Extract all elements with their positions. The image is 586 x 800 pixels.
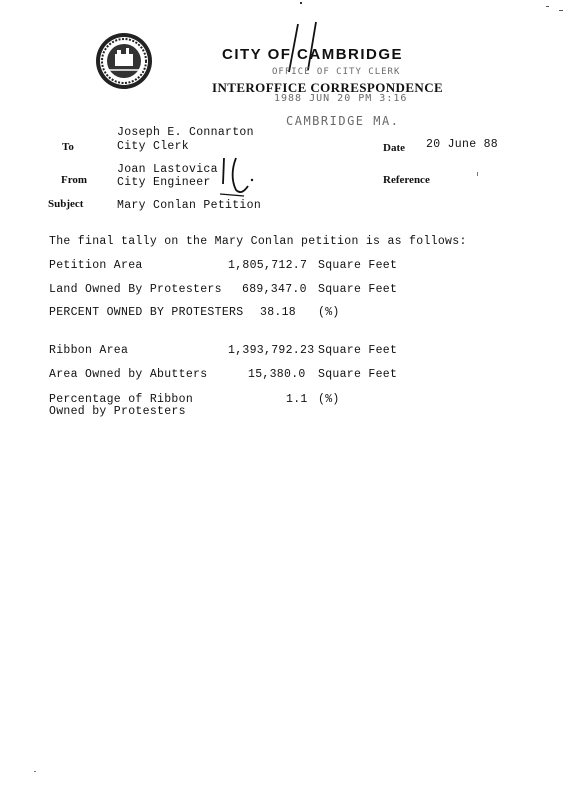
scan-speck bbox=[477, 172, 478, 176]
scan-speck bbox=[34, 771, 36, 772]
from-name: Joan Lastovica bbox=[117, 163, 218, 176]
page-title: CITY OF CAMBRIDGE bbox=[222, 46, 404, 63]
to-name: Joseph E. Connarton bbox=[117, 126, 254, 139]
scan-speck bbox=[559, 10, 563, 11]
row-label: PERCENT OWNED BY PROTESTERS bbox=[49, 306, 244, 319]
city-seal bbox=[95, 32, 153, 90]
row-label: Area Owned by Abutters bbox=[49, 368, 208, 381]
reference-label: Reference bbox=[383, 174, 430, 186]
to-title: City Clerk bbox=[117, 140, 190, 153]
scan-speck bbox=[546, 6, 549, 7]
row-value: 1,393,792.23 bbox=[228, 344, 315, 357]
row-label-continued: Owned by Protesters bbox=[49, 405, 186, 418]
stamp-office: OFFICE OF CITY CLERK bbox=[272, 67, 401, 77]
row-value: 38.18 bbox=[260, 306, 297, 319]
row-unit: (%) bbox=[318, 393, 340, 406]
row-value: 1.1 bbox=[286, 393, 308, 406]
row-label: Land Owned By Protesters bbox=[49, 283, 222, 296]
stamp-location: CAMBRIDGE MA. bbox=[286, 114, 400, 128]
date-label: Date bbox=[383, 142, 405, 154]
scan-speck bbox=[300, 2, 302, 4]
row-label: Percentage of Ribbon bbox=[49, 393, 194, 406]
date-value: 20 June 88 bbox=[426, 138, 499, 151]
subject-label: Subject bbox=[48, 198, 84, 210]
row-unit: Square Feet bbox=[318, 259, 398, 272]
from-label: From bbox=[61, 174, 88, 186]
row-unit: Square Feet bbox=[318, 344, 398, 357]
intro-text: The final tally on the Mary Conlan petition is as follows: bbox=[49, 235, 467, 248]
row-label: Petition Area bbox=[49, 259, 143, 272]
stamp-received: 1988 JUN 20 PM 3:16 bbox=[274, 93, 408, 104]
row-unit: (%) bbox=[318, 306, 340, 319]
row-unit: Square Feet bbox=[318, 283, 398, 296]
page-subtitle: INTEROFFICE CORRESPONDENCE bbox=[212, 80, 444, 95]
row-value: 15,380.0 bbox=[248, 368, 306, 381]
handwritten-initials bbox=[214, 154, 264, 202]
row-unit: Square Feet bbox=[318, 368, 398, 381]
row-value: 1,805,712.7 bbox=[228, 259, 308, 272]
row-value: 689,347.0 bbox=[242, 283, 307, 296]
to-label: To bbox=[62, 141, 74, 153]
from-title: City Engineer bbox=[117, 176, 211, 189]
subject-value: Mary Conlan Petition bbox=[117, 199, 262, 212]
row-label: Ribbon Area bbox=[49, 344, 129, 357]
